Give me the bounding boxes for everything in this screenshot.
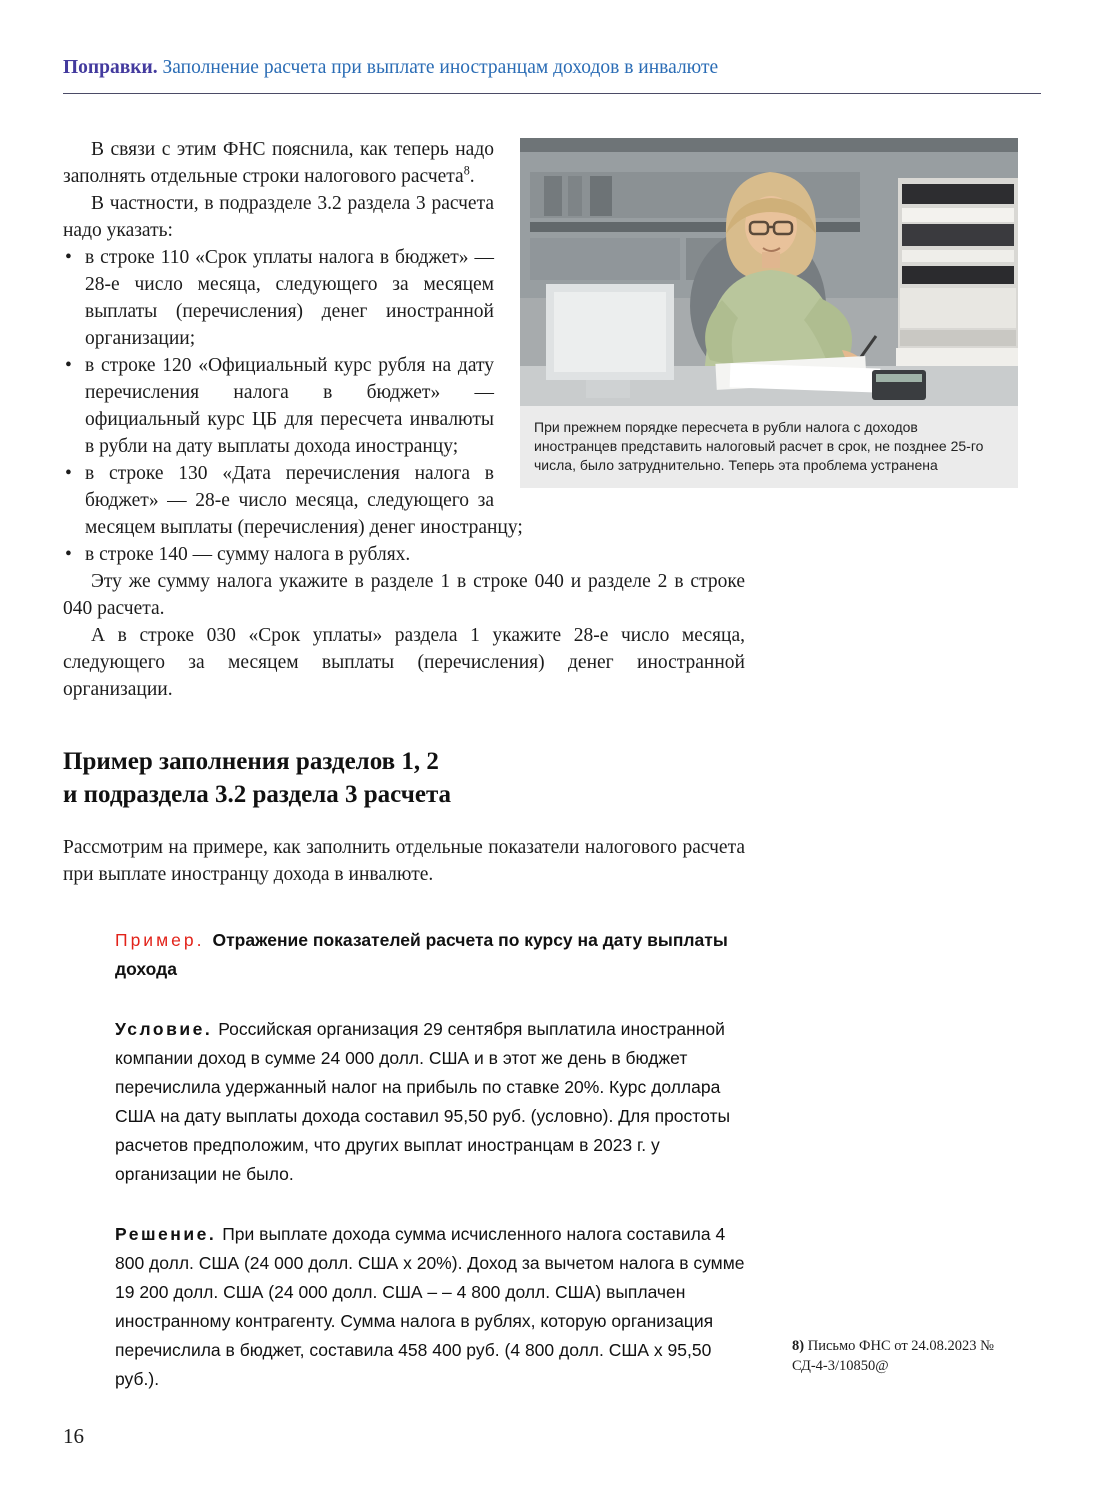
paragraph-tail: . (469, 166, 475, 187)
bullet-line-120: • в строке 120 «Официальный курс рубля на дату перечисления налога в бюджет» — официальный курс ЦБ для пересчета инвалюты в рубли на дату выплаты дохода иностранцу; (63, 352, 745, 460)
example-header (115, 926, 747, 984)
solution-label: Решение. (115, 1224, 217, 1244)
section-heading (63, 745, 1041, 811)
footnote (792, 1336, 1027, 1376)
paragraph-same-sum: Эту же сумму налога укажите в разделе 1 в строке 040 и разделе 2 в строке 040 расчета. (63, 571, 745, 619)
example-solution (115, 1220, 747, 1394)
section-heading-line1: Пример заполнения разделов 1, 2 (63, 748, 439, 775)
solution-text: При выплате дохода сумма исчисленного налога составила 4 800 долл. США (24 000 долл. США x 20%). Доход за вычетом налога в сумме 19 200 долл. США (24 000 долл. США – – 4 800 долл. США) выплачен иностранному контрагенту. Сумма налога в рублях, которую организация перечислила в бюджет, составила 458 400 руб. (4 800 долл. США x 95,50 руб.). (115, 1224, 745, 1389)
page-header (63, 56, 1041, 94)
page-number: 16 (63, 1424, 84, 1448)
paragraph-subsection: В частности, в подразделе 3.2 раздела 3 расчета надо указать: (63, 193, 494, 241)
footnote-reference-mark: 8 (463, 163, 470, 178)
footnote-number: 8) (792, 1338, 805, 1354)
paragraph-line-030: А в строке 030 «Срок уплаты» раздела 1 укажите 28-е число месяца, следующего за месяцем выплаты (перечисления) денег иностранной организации. (63, 625, 745, 700)
example-block (115, 926, 747, 1394)
example-condition (115, 1015, 747, 1189)
section-intro: Рассмотрим на примере, как заполнить отдельные показатели налогового расчета при выплате иностранцу дохода в инвалюте. (63, 837, 745, 885)
paragraph-text: В связи с этим ФНС пояснила, как теперь надо заполнять отдельные строки налогового расчета (63, 139, 494, 187)
header-divider (63, 93, 1041, 94)
page-title: Заполнение расчета при выплате иностранцам доходов в инвалюте (162, 57, 719, 78)
example-label: Пример. (115, 930, 205, 950)
example-title: Отражение показателей расчета по курсу на дату выплаты дохода (115, 930, 728, 979)
photo-caption: При прежнем порядке пересчета в рубли налога с доходов иностранцев представить налоговый расчет в срок, не позднее 25-го числа, было затруднительно. Теперь эта проблема устранена (520, 406, 1018, 488)
header-section-label: Поправки. (63, 57, 158, 78)
bullet-line-130: • в строке 130 «Дата перечисления налога в бюджет» — 28-е число месяца, следующего за месяцем выплаты (перечисления) денег иностранцу; (63, 460, 745, 541)
section-heading-line2: и подраздела 3.2 раздела 3 расчета (63, 781, 452, 808)
header-line (63, 56, 1041, 80)
condition-text: Российская организация 29 сентября выплатила иностранной компании доход в сумме 24 000 долл. США и в этот же день в бюджет перечислила удержанный налог на прибыль по ставке 20%. Курс доллара США на дату выплаты дохода составил 95,50 руб. (условно). Для простоты расчетов предположим, что других выплат иностранцам в 2023 г. у организации не было. (115, 1019, 731, 1184)
condition-label: Условие. (115, 1019, 213, 1039)
article-body (63, 136, 984, 703)
footnote-text: Письмо ФНС от 24.08.2023 № СД-4-3/10850@ (792, 1338, 995, 1374)
bullet-line-140: • в строке 140 — сумму налога в рублях. (63, 541, 745, 568)
bullet-line-110: • в строке 110 «Срок уплаты налога в бюджет» — 28-е число месяца, следующего за месяцем выплаты (перечисления) денег иностранной организации; (63, 244, 745, 352)
